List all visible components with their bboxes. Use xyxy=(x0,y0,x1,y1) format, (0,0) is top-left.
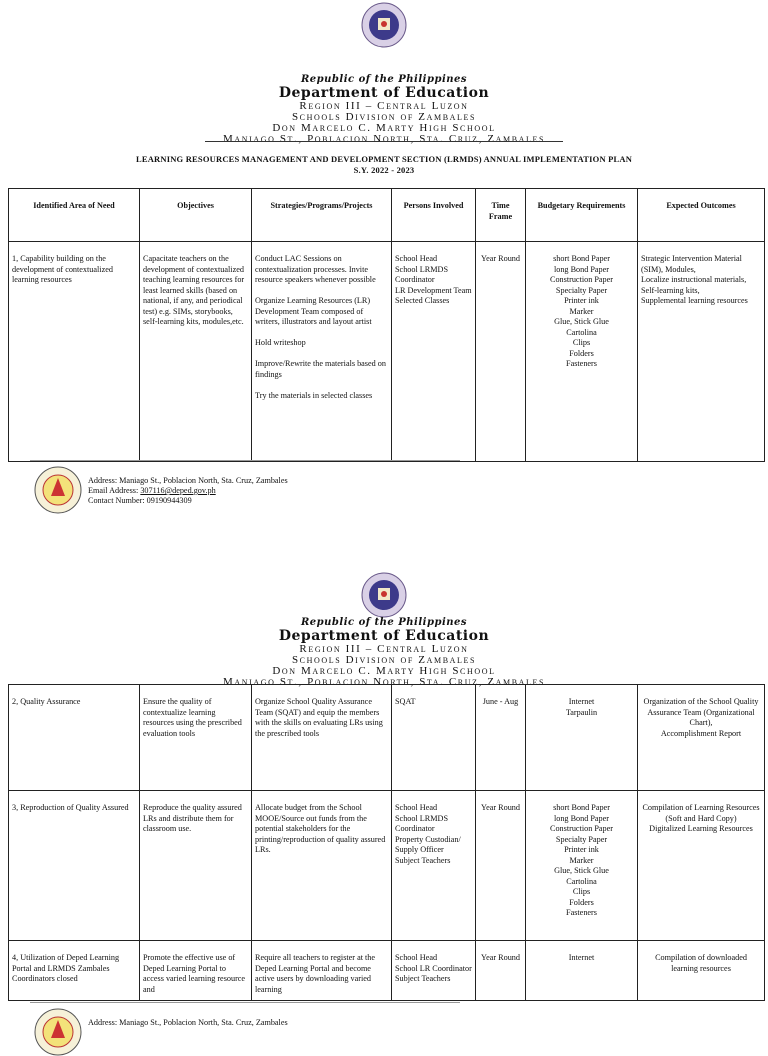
region-line: Region III – Central Luzon xyxy=(299,643,469,655)
column-header: Objectives xyxy=(140,189,252,242)
column-header: Budgetary Requirements xyxy=(526,189,638,242)
letterhead xyxy=(0,74,768,145)
persons-cell: School Head School LR Coordinator Subject Teachers xyxy=(392,941,476,1001)
time-cell: Year Round xyxy=(476,242,526,462)
letterhead xyxy=(0,617,768,688)
implementation-plan-table-continued xyxy=(8,684,765,1001)
outcomes-cell: Organization of the School Quality Assurance Team (Organizational Chart), Accomplishment Report xyxy=(638,685,765,791)
table-row xyxy=(9,242,765,462)
school-year: S.Y. 2022 - 2023 xyxy=(353,165,415,175)
footer-divider xyxy=(30,1002,460,1003)
column-header: Time Frame xyxy=(476,189,526,242)
department-name: Department of Education xyxy=(278,85,490,101)
footer-contact xyxy=(88,1018,288,1028)
objectives-cell: Capacitate teachers on the development of contextualized teaching learning resources for least learned skills (based on national, if any, and periodical test) e.g. SIMs, storybooks, self-learning kits, modules,etc. xyxy=(140,242,252,462)
deped-seal-icon xyxy=(361,572,407,618)
area-cell: 3, Reproduction of Quality Assured xyxy=(9,791,140,941)
table-row xyxy=(9,791,765,941)
email-link[interactable]: 307116@deped.gov.ph xyxy=(140,486,216,495)
outcomes-cell: Compilation of downloaded learning resources xyxy=(638,941,765,1001)
time-cell: Year Round xyxy=(476,941,526,1001)
objectives-cell: Ensure the quality of contextualize learning resources using the prescribed evaluation tools xyxy=(140,685,252,791)
deped-seal-icon xyxy=(361,2,407,48)
division-line: Schools Division of Zambales xyxy=(291,111,477,123)
outcomes-cell: Compilation of Learning Resources (Soft and Hard Copy) Digitalized Learning Resources xyxy=(638,791,765,941)
column-header: Persons Involved xyxy=(392,189,476,242)
letterhead-divider xyxy=(205,141,563,142)
footer-email-line: Email Address: 307116@deped.gov.ph xyxy=(88,486,216,495)
budget-cell: Internet xyxy=(526,941,638,1001)
area-cell: 1, Capability building on the development of contextualized learning resources xyxy=(9,242,140,462)
budget-cell: short Bond Paper long Bond Paper Construction Paper Specialty Paper Printer ink Marker Glue, Stick Glue Cartolina Clips Folders Fasteners xyxy=(526,242,638,462)
implementation-plan-table xyxy=(8,188,765,462)
republic-line: Republic of the Philippines xyxy=(300,617,467,628)
document-title: LEARNING RESOURCES MANAGEMENT AND DEVELOPMENT SECTION (LRMDS) ANNUAL IMPLEMENTATION PLAN S.Y. 2022 - 2023 xyxy=(0,154,768,176)
time-cell: Year Round xyxy=(476,791,526,941)
footer-address: Address: Maniago St., Poblacion North, Sta. Cruz, Zambales xyxy=(88,1018,288,1027)
footer-address: Address: Maniago St., Poblacion North, Sta. Cruz, Zambales xyxy=(88,476,288,485)
persons-cell: School Head School LRMDS Coordinator LR Development Team Selected Classes xyxy=(392,242,476,462)
division-line: Schools Division of Zambales xyxy=(291,654,477,666)
budget-cell: short Bond Paper long Bond Paper Construction Paper Specialty Paper Printer ink Marker Glue, Stick Glue Cartolina Clips Folders Fasteners xyxy=(526,791,638,941)
table-header-row xyxy=(9,189,765,242)
school-logo-icon xyxy=(34,1008,82,1056)
area-cell: 4, Utilization of Deped Learning Portal and LRMDS Zambales Coordinators closed xyxy=(9,941,140,1001)
objectives-cell: Promote the effective use of Deped Learning Portal to access varied learning resource and xyxy=(140,941,252,1001)
strategies-cell: Require all teachers to register at the Deped Learning Portal and become active users by downloading varied learning xyxy=(252,941,392,1001)
persons-cell: SQAT xyxy=(392,685,476,791)
footer-contact xyxy=(88,476,288,506)
column-header: Strategies/Programs/Projects xyxy=(252,189,392,242)
school-line: Don Marcelo C. Marty High School xyxy=(272,122,496,134)
footer-contact-number: Contact Number: 09190944309 xyxy=(88,496,192,505)
area-cell: 2, Quality Assurance xyxy=(9,685,140,791)
school-line: Don Marcelo C. Marty High School xyxy=(272,665,496,677)
strategies-cell: Conduct LAC Sessions on contextualization processes. Invite resource speakers whenever possible Organize Learning Resources (LR) Development Team composed of writers, illustrators and layout artist Hold writeshop Improve/Rewrite the materials based on findings Try the materials in selected classes xyxy=(252,242,392,462)
budget-cell: Internet Tarpaulin xyxy=(526,685,638,791)
school-address-line: Maniago St., Poblacion North, Sta. Cruz, Zambales xyxy=(222,676,546,688)
time-cell: June - Aug xyxy=(476,685,526,791)
region-line: Region III – Central Luzon xyxy=(299,100,469,112)
table-row xyxy=(9,685,765,791)
objectives-cell: Reproduce the quality assured LRs and distribute them for classroom use. xyxy=(140,791,252,941)
strategies-cell: Organize School Quality Assurance Team (SQAT) and equip the members with the skills on evaluating LRs using the prescribed tools xyxy=(252,685,392,791)
table-row xyxy=(9,941,765,1001)
persons-cell: School Head School LRMDS Coordinator Property Custodian/ Supply Officer Subject Teachers xyxy=(392,791,476,941)
outcomes-cell: Strategic Intervention Material (SIM), Modules, Localize instructional materials, Self-learning kits, Supplemental learning resources xyxy=(638,242,765,462)
republic-line: Republic of the Philippines xyxy=(300,74,467,85)
department-name: Department of Education xyxy=(278,628,490,644)
column-header: Identified Area of Need xyxy=(9,189,140,242)
strategies-cell: Allocate budget from the School MOOE/Source out funds from the potential stakeholders for the printing/reproduction of quality assured LRs. xyxy=(252,791,392,941)
school-logo-icon xyxy=(34,466,82,514)
school-address-line: Maniago St., Poblacion North, Sta. Cruz, Zambales xyxy=(222,133,546,145)
column-header: Expected Outcomes xyxy=(638,189,765,242)
footer-divider xyxy=(30,460,460,461)
